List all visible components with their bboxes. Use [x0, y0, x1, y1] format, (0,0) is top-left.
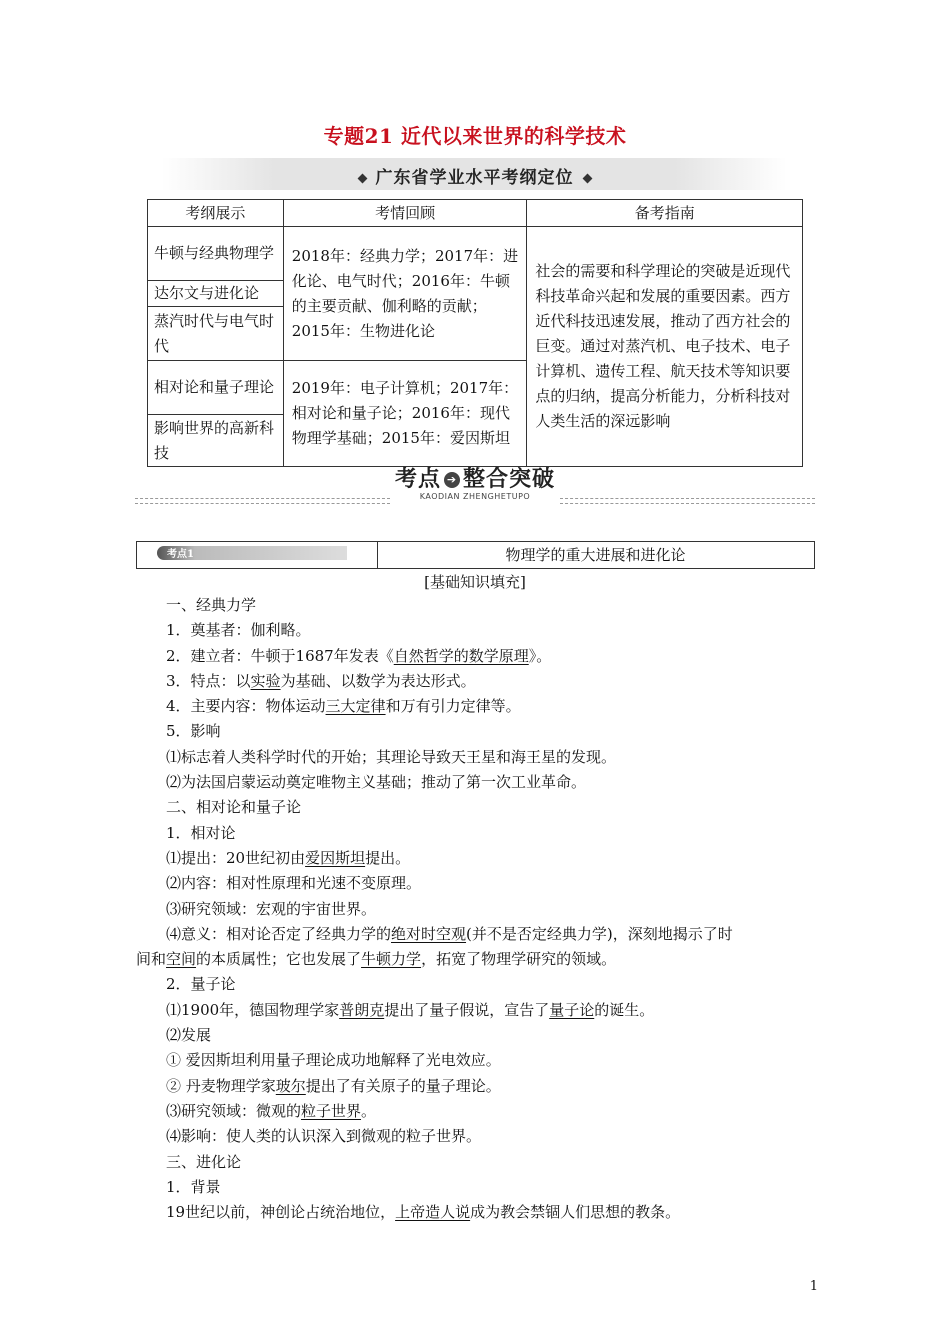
review-cell: 2018年：经典力学；2017年：进化论、电气时代；2016年：牛顿的主要贡献、伽利略的贡献；2015年：生物进化论	[283, 227, 527, 361]
heading: 一、经典力学	[166, 596, 257, 614]
page-title: 专题21 近代以来世界的科学技术	[323, 124, 627, 148]
syllabus-banner	[162, 158, 787, 190]
text-line: ② 丹麦物理学家玻尔提出了有关原子的量子理论。	[166, 1076, 501, 1095]
points-banner-a: 考点	[394, 467, 441, 492]
text-line: ⑵发展	[166, 1026, 212, 1045]
guide-cell: 社会的需要和科学理论的突破是近现代科技革命兴起和发展的重要因素。西方近代科技迅速发展，推动了西方社会的巨变。通过对蒸汽机、电子技术、电子计算机、遗传工程、航天技术等知识要点的归纳，提高分析能力，分析科技对人类生活的深远影响	[527, 227, 803, 467]
review-cell: 2019年：电子计算机；2017年：相对论和量子论；2016年：现代物理学基础；2015年：爱因斯坦	[283, 361, 527, 467]
heading: 三、进化论	[166, 1152, 242, 1171]
points-banner-b: 整合突破	[463, 467, 556, 492]
text-line: ① 爱因斯坦利用量子理论成功地解释了光电效应。	[166, 1051, 501, 1070]
body-text	[136, 593, 816, 1225]
text-line: 5．影响	[166, 722, 221, 741]
text-line: ⑶研究领域：宏观的宇宙世界。	[166, 899, 377, 918]
text-line: 间和空间的本质属性；它也发展了牛顿力学，拓宽了物理学研究的领域。	[136, 950, 617, 969]
text-line: ⑵内容：相对性原理和光速不变原理。	[166, 874, 422, 893]
section-header	[136, 541, 815, 569]
text-line: ⑶研究领域：微观的粒子世界。	[166, 1101, 377, 1120]
text-line: ⑴提出：20世纪初由爱因斯坦提出。	[166, 848, 411, 867]
text-line: ⑷意义：相对论否定了经典力学的绝对时空观(并不是否定经典力学)，深刻地揭示了时	[166, 924, 733, 943]
topic-cell: 影响世界的高新科技	[148, 415, 284, 467]
diamond-icon	[582, 173, 592, 183]
syllabus-banner-text: 广东省学业水平考纲定位	[375, 168, 574, 188]
topic-cell: 相对论和量子理论	[148, 361, 284, 415]
text-line: 2．量子论	[166, 975, 236, 994]
table-header: 考情回顾	[283, 200, 527, 227]
points-banner-sub: KAODIAN ZHENGHETUPO	[419, 492, 531, 501]
topic-cell: 蒸汽时代与电气时代	[148, 307, 284, 361]
section-label: 考点1	[167, 549, 194, 560]
points-banner	[135, 462, 815, 506]
topic-cell: 牛顿与经典物理学	[148, 227, 284, 281]
diamond-icon	[357, 173, 367, 183]
section-name: 物理学的重大进展和进化论	[505, 546, 686, 564]
text-line: 1．奠基者：伽利略。	[166, 621, 311, 640]
topic-cell: 达尔文与进化论	[148, 281, 284, 307]
text-line: ⑵为法国启蒙运动奠定唯物主义基础；推动了第一次工业革命。	[166, 773, 587, 792]
text-line: 3．特点：以实验为基础、以数学为表达形式。	[166, 671, 476, 690]
text-line: 2．建立者：牛顿于1687年发表《自然哲学的数学原理》。	[166, 646, 552, 665]
text-line: 4．主要内容：物体运动三大定律和万有引力定律等。	[166, 697, 521, 716]
subtitle: [基础知识填充]	[424, 573, 526, 591]
page-number: 1	[809, 1279, 818, 1294]
text-line: 1．背景	[166, 1177, 221, 1196]
text-line: 1．相对论	[166, 823, 236, 842]
text-line: ⑷影响：使人类的认识深入到微观的粒子世界。	[166, 1127, 482, 1146]
text-line: ⑴1900年，德国物理学家普朗克提出了量子假说，宣告了量子论的诞生。	[166, 1000, 655, 1019]
text-line: 19世纪以前，神创论占统治地位，上帝造人说成为教会禁锢人们思想的教条。	[166, 1203, 681, 1222]
table-header: 考纲展示	[148, 200, 284, 227]
heading: 二、相对论和量子论	[166, 798, 302, 817]
arrow-right-icon: ➔	[444, 472, 460, 488]
table-header: 备考指南	[527, 200, 803, 227]
syllabus-table	[147, 199, 803, 467]
text-line: ⑴标志着人类科学时代的开始；其理论导致天王星和海王星的发现。	[166, 747, 617, 766]
